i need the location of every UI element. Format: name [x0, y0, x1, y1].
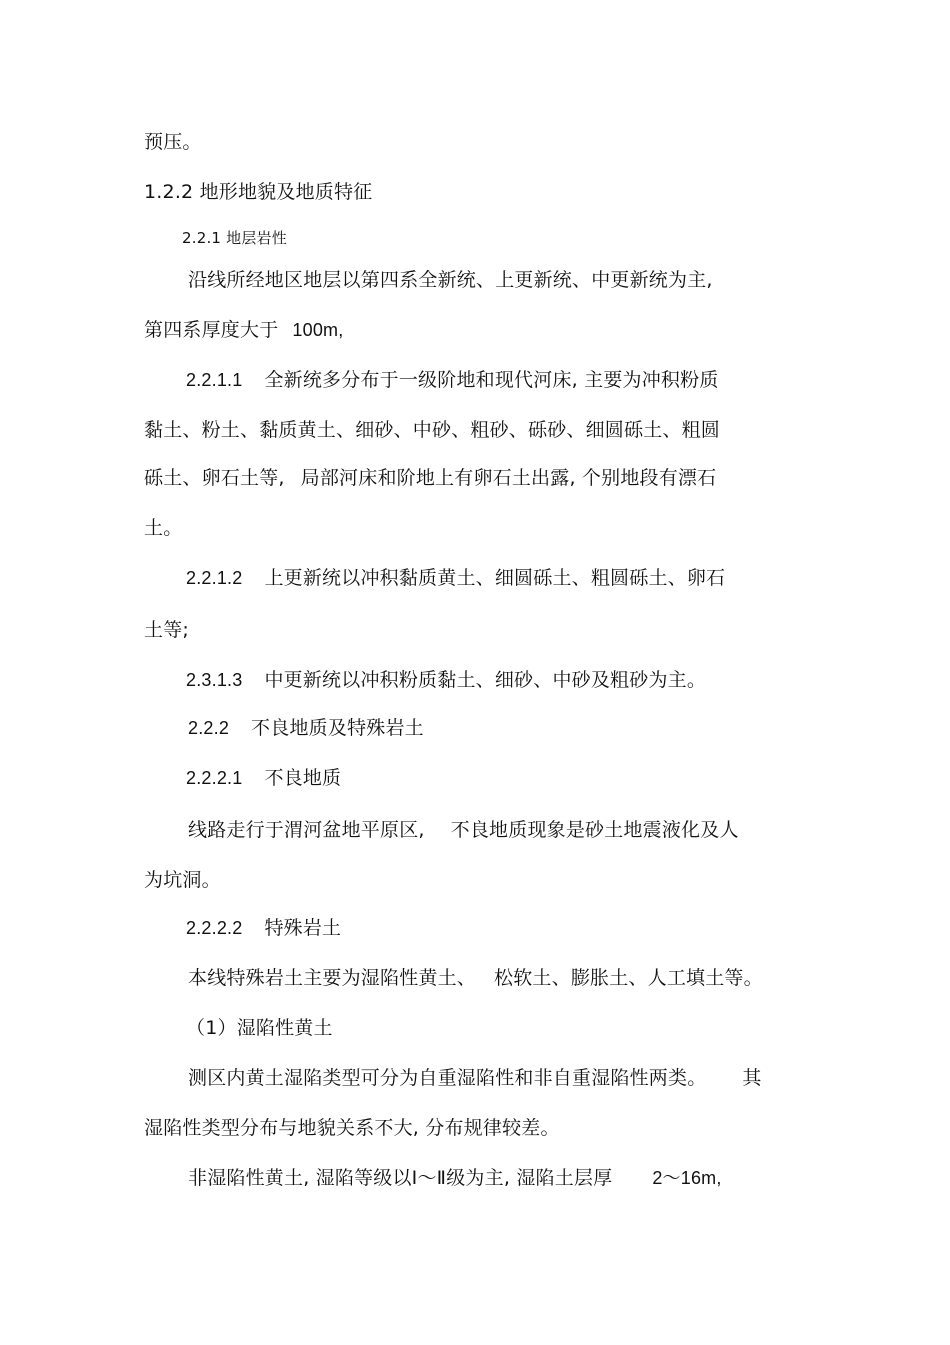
clause-number: 2.2.1.2 [186, 568, 243, 588]
text-line [188, 966, 763, 990]
subsection-heading: 2.2.1 地层岩性 [182, 229, 287, 247]
text-line [188, 1166, 722, 1190]
text-line: 黏土、粉土、黏质黄土、细砂、中砂、粗砂、砾砂、细圆砾土、粗圆 [144, 419, 721, 441]
text-line [144, 318, 343, 342]
text-fragment: 不良地质现象是砂土地震液化及人 [450, 819, 739, 841]
text-fragment: 测区内黄土湿陷类型可分为自重湿陷性和非自重湿陷性两类。 [188, 1067, 707, 1089]
text-fragment: 局部河床和阶地上有卵石土出露, 个别地段有漂石 [300, 467, 717, 489]
text-fragment: 全新统多分布于一级阶地和现代河床, 主要为冲积粉质 [264, 369, 719, 391]
text-line: 湿陷性类型分布与地貌关系不大, 分布规律较差。 [144, 1117, 560, 1139]
text-line: 为坑洞。 [144, 869, 221, 891]
text-fragment: 不良地质及特殊岩土 [251, 717, 424, 739]
text-line [186, 368, 719, 392]
text-line [188, 818, 739, 842]
text-fragment: 不良地质 [264, 767, 342, 789]
text-line [186, 566, 725, 590]
text-line [186, 916, 341, 940]
text-fragment: 松软土、膨胀土、人工填土等。 [494, 967, 763, 989]
text-fragment: 2～16m, [652, 1168, 722, 1188]
text-line [144, 466, 716, 490]
text-line: 预压。 [144, 131, 202, 153]
text-fragment: 线路走行于渭河盆地平原区, [188, 819, 425, 841]
text-line [188, 1066, 762, 1090]
text-fragment: 第四系厚度大于 [144, 319, 279, 341]
text-line: 土。 [144, 517, 183, 539]
text-line: 土等; [144, 619, 190, 641]
clause-number: 2.2.2 [188, 718, 230, 738]
text-line: （1）湿陷性黄土 [186, 1017, 333, 1039]
text-fragment: 其 [742, 1067, 762, 1089]
section-heading: 1.2.2 地形地貌及地质特征 [144, 181, 373, 203]
clause-number: 2.2.2.2 [186, 918, 243, 938]
text-fragment: 特殊岩土 [264, 917, 342, 939]
text-fragment: 本线特殊岩土主要为湿陷性黄土、 [188, 967, 477, 989]
text-line [186, 766, 341, 790]
text-fragment: 砾土、卵石土等, [144, 467, 285, 489]
text-fragment: 上更新统以冲积黏质黄土、细圆砾土、粗圆砾土、卵石 [264, 567, 726, 589]
clause-number: 2.2.1.1 [186, 370, 243, 390]
text-fragment: 100m, [292, 320, 344, 340]
text-fragment: 非湿陷性黄土, 湿陷等级以Ⅰ～Ⅱ级为主, 湿陷土层厚 [188, 1167, 613, 1189]
clause-number: 2.2.2.1 [186, 768, 243, 788]
text-line [186, 668, 706, 692]
text-line: 沿线所经地区地层以第四系全新统、上更新统、中更新统为主, [188, 269, 713, 291]
text-line [188, 716, 424, 740]
text-fragment: 中更新统以冲积粉质黏土、细砂、中砂及粗砂为主。 [264, 669, 707, 691]
clause-number: 2.3.1.3 [186, 670, 243, 690]
